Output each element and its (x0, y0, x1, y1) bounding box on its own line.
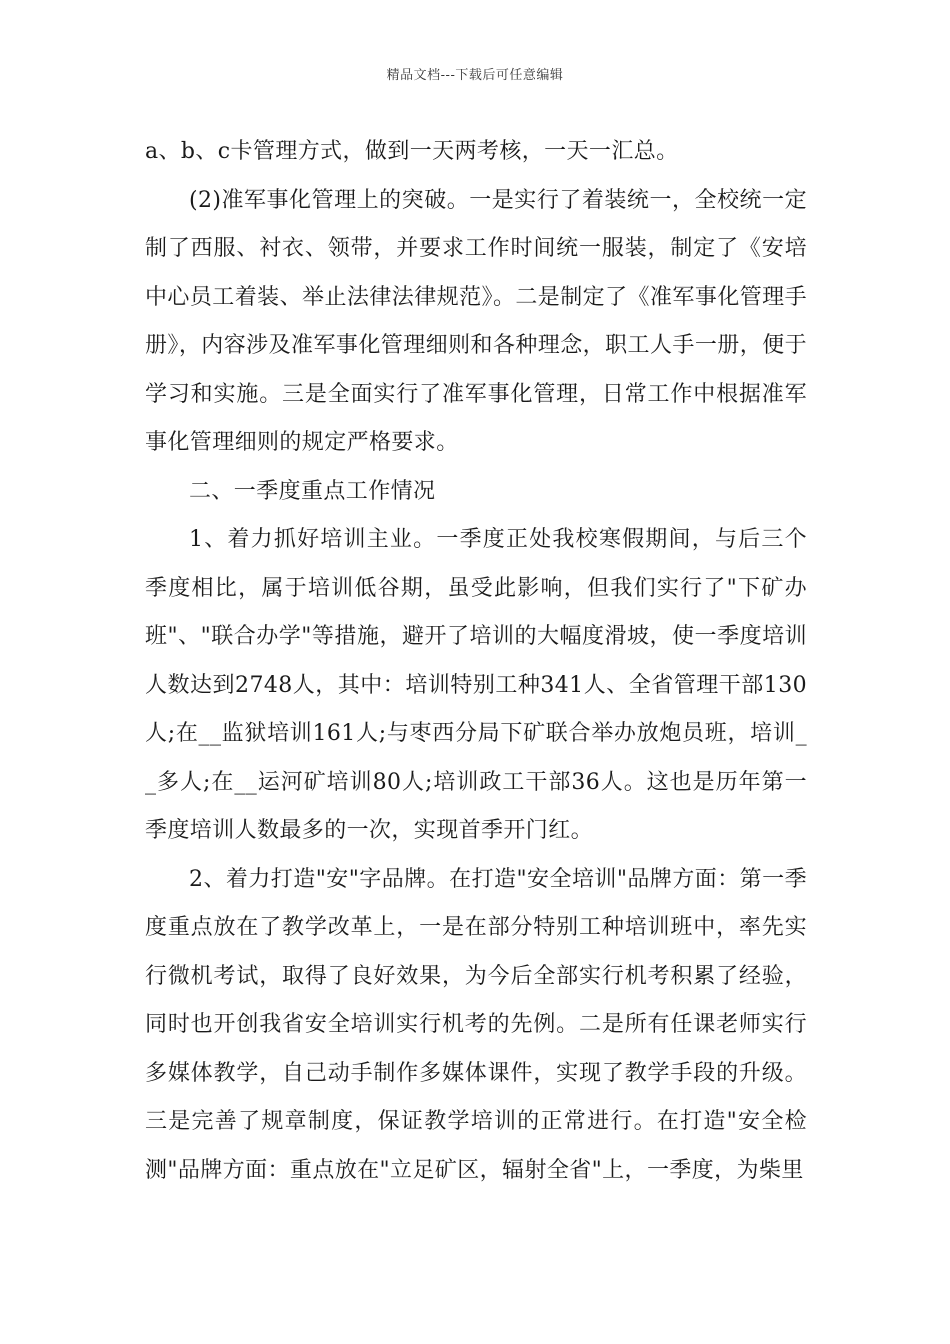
paragraph-training: 1、着力抓好培训主业。一季度正处我校寒假期间，与后三个季度相比，属于培训低谷期，虽受此影响，但我们实行了"下矿办班"、"联合办学"等措施，避开了培训的大幅度滑坡，使一季度培训人数达到2748人，其中：培训特别工种341人、全省管理干部130人;在__监狱培训161人;与枣西分局下矿联合举办放炮员班，培训__多人;在__运河矿培训80人;培训政工干部36人。这也是历年第一季度培训人数最多的一次，实现首季开门红。 (145, 527, 807, 843)
page-header: 精品文档---下载后可任意编辑 (386, 68, 564, 83)
paragraph-continuation: a、b、c卡管理方式，做到一天两考核，一天一汇总。 (145, 139, 679, 164)
paragraph-military-management: (2)准军事化管理上的突破。一是实行了着装统一，全校统一定制了西服、衬衣、领带，并要求工作时间统一服装，制定了《安培中心员工着装、举止法律法律规范》。二是制定了《准军事化管理手册》，内容涉及准军事化管理细则和各种理念，职工人手一册，便于学习和实施。三是全面实行了准军事化管理，日常工作中根据准军事化管理细则的规定严格要求。 (145, 187, 807, 455)
paragraph-brand: 2、着力打造"安"字品牌。在打造"安全培训"品牌方面：第一季度重点放在了教学改革上，一是在部分特别工种培训班中，率先实行微机考试，取得了良好效果，为今后全部实行机考积累了经验，同时也开创我省安全培训实行机考的先例。二是所有任课老师实行多媒体教学，自己动手制作多媒体课件，实现了教学手段的升级。三是完善了规章制度，保证教学培训的正常进行。在打造"安全检测"品牌方面：重点放在"立足矿区，辐射全省"上，一季度，为柴里 (145, 866, 807, 1183)
section-heading: 二、一季度重点工作情况 (189, 478, 436, 504)
document-body (145, 128, 807, 1195)
